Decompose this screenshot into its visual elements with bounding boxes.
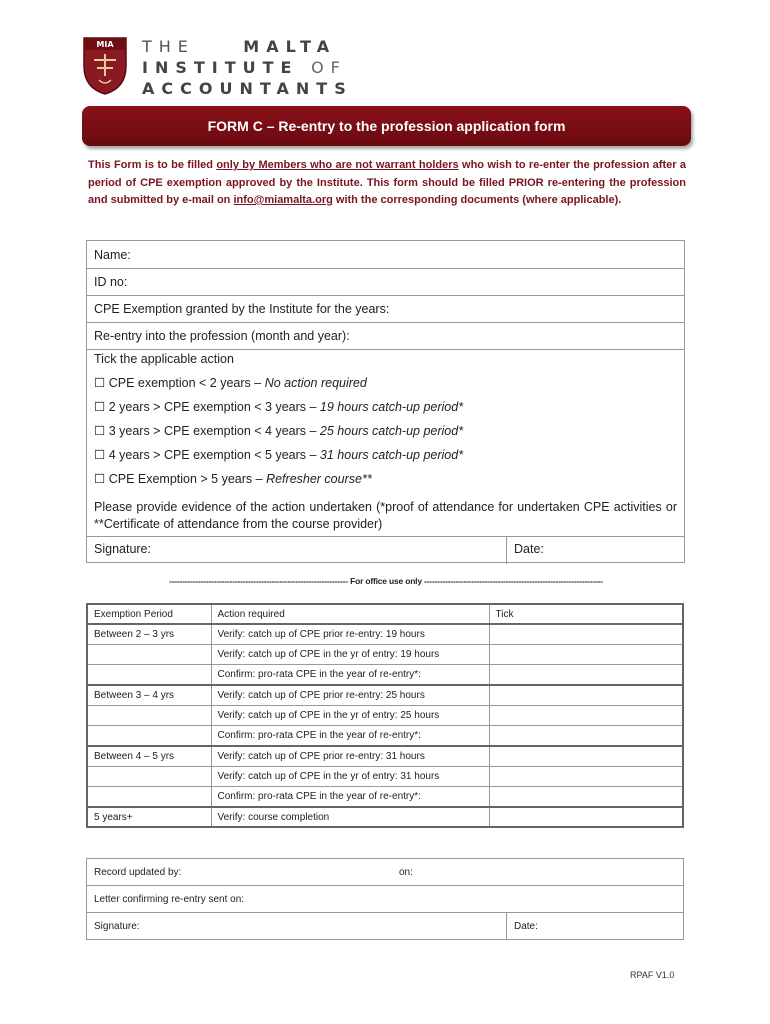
table-row [87,665,683,685]
option-note: Refresher course** [266,472,372,486]
option-note: 31 hours catch-up period* [319,448,464,462]
evidence-text: Please provide evidence of the action undertaken (*proof of attendance for undertaken CPE activities or **Certificate of attendance from the course provider) [94,500,677,531]
id-field[interactable] [87,269,684,296]
logo-institute: INSTITUTE [142,58,299,77]
name-label: Name: [94,248,131,262]
period-cell [87,645,211,665]
logo-accountants: ACCOUNTANTS [142,79,353,98]
tick-cell[interactable] [489,685,683,705]
tick-cell[interactable] [489,746,683,766]
header-tick: Tick [489,604,683,624]
action-cell: Verify: catch up of CPE in the yr of entry: 25 hours [211,705,489,725]
letter-row[interactable] [87,886,683,913]
action-cell: Verify: course completion [211,807,489,827]
option-note: No action required [264,376,367,390]
period-cell: Between 4 – 5 yrs [87,746,211,766]
record-signature-label[interactable]: Signature: [94,921,140,932]
reentry-label: Re-entry into the profession (month and year): [94,329,350,343]
form-title-banner: FORM C – Re-entry to the profession application form [82,106,691,146]
letter-label: Letter confirming re-entry sent on: [94,894,245,905]
period-cell: Between 3 – 4 yrs [87,685,211,705]
logo-the: THE [142,37,195,56]
intro-text [88,157,686,210]
tick-label: Tick the applicable action [94,352,234,366]
table-row [87,624,683,644]
period-cell: 5 years+ [87,807,211,827]
intro-part1: This Form is to be filled [88,159,217,171]
action-cell: Verify: catch up of CPE prior re-entry: 25 hours [211,685,489,705]
tick-cell[interactable] [489,726,683,746]
record-table [86,858,684,940]
mia-logo [82,36,372,100]
option-5[interactable] [94,470,677,494]
checkbox-icon[interactable]: ☐ [94,472,106,486]
action-cell: Confirm: pro-rata CPE in the year of re-entry*: [211,787,489,807]
tick-cell[interactable] [489,665,683,685]
record-updated-label: Record updated by: [94,867,182,878]
option-text: 2 years > CPE exemption < 3 years – [108,400,320,414]
tick-cell[interactable] [489,705,683,725]
table-row [87,645,683,665]
tick-cell[interactable] [489,807,683,827]
name-field[interactable] [87,241,684,269]
option-3[interactable] [94,422,677,446]
divider [506,537,507,564]
record-updated-row[interactable] [87,859,683,886]
record-on-label: on: [399,867,413,878]
intro-part3: with the corresponding documents (where applicable). [332,194,622,206]
period-cell [87,766,211,786]
action-cell: Verify: catch up of CPE prior re-entry: 31 hours [211,746,489,766]
reentry-field[interactable] [87,323,684,350]
option-2[interactable] [94,398,677,422]
table-row [87,787,683,807]
checkbox-icon[interactable]: ☐ [94,448,106,462]
tick-cell[interactable] [489,787,683,807]
date-label[interactable]: Date: [514,542,544,556]
checkbox-icon[interactable]: ☐ [94,424,106,438]
logo-of: OF [311,58,347,77]
action-cell: Confirm: pro-rata CPE in the year of re-entry*: [211,726,489,746]
cpe-years-field[interactable] [87,296,684,323]
option-text: CPE Exemption > 5 years – [108,472,267,486]
option-note: 19 hours catch-up period* [319,400,464,414]
table-row [87,746,683,766]
id-label: ID no: [94,275,128,289]
table-row [87,726,683,746]
tick-cell[interactable] [489,645,683,665]
action-cell: Confirm: pro-rata CPE in the year of re-entry*: [211,665,489,685]
period-cell: Between 2 – 3 yrs [87,624,211,644]
action-cell: Verify: catch up of CPE prior re-entry: 19 hours [211,624,489,644]
checkbox-icon[interactable]: ☐ [94,400,106,414]
table-row [87,705,683,725]
logo-malta: MALTA [243,37,337,56]
signature-row [87,536,684,563]
application-form [86,240,685,563]
option-1[interactable] [94,374,677,398]
checkbox-icon[interactable]: ☐ [94,376,106,390]
record-date-label[interactable]: Date: [514,921,538,932]
period-cell [87,787,211,807]
version-footer: RPAF V1.0 [630,970,675,980]
action-cell: Verify: catch up of CPE in the yr of entry: 31 hours [211,766,489,786]
logo-wordmark [142,36,353,99]
intro-part2: who wish to re-enter the profession after a period of CPE exemption approved by the Institute. This form should be filled PRIOR re-entering the profession and submitted by e-mail on [88,159,686,206]
period-cell [87,705,211,725]
table-row [87,807,683,827]
header-action-required: Action required [211,604,489,624]
intro-underlined: only by Members who are not warrant holders [216,159,459,171]
option-text: 3 years > CPE exemption < 4 years – [108,424,320,438]
option-text: 4 years > CPE exemption < 5 years – [108,448,320,462]
record-signature-row [87,913,683,940]
table-row [87,766,683,786]
signature-label[interactable]: Signature: [94,542,151,556]
crest-text: MIA [96,40,114,49]
tick-cell[interactable] [489,624,683,644]
divider [506,913,507,940]
option-4[interactable] [94,446,677,470]
cpe-label: CPE Exemption granted by the Institute for the years: [94,302,390,316]
office-use-separator: -------------------------------------------------------------------- For office use only -------------------------------------------------------------------- [169,576,603,586]
period-cell [87,665,211,685]
header-exemption-period: Exemption Period [87,604,211,624]
email-link[interactable]: info@miamalta.org [233,194,333,206]
tick-section [87,350,684,533]
table-row [87,685,683,705]
tick-cell[interactable] [489,766,683,786]
period-cell [87,726,211,746]
option-note: 25 hours catch-up period* [319,424,464,438]
office-use-table [86,603,684,828]
mia-crest-icon [82,36,128,96]
table-header-row [87,604,683,624]
option-text: CPE exemption < 2 years – [108,376,265,390]
action-cell: Verify: catch up of CPE in the yr of entry: 19 hours [211,645,489,665]
